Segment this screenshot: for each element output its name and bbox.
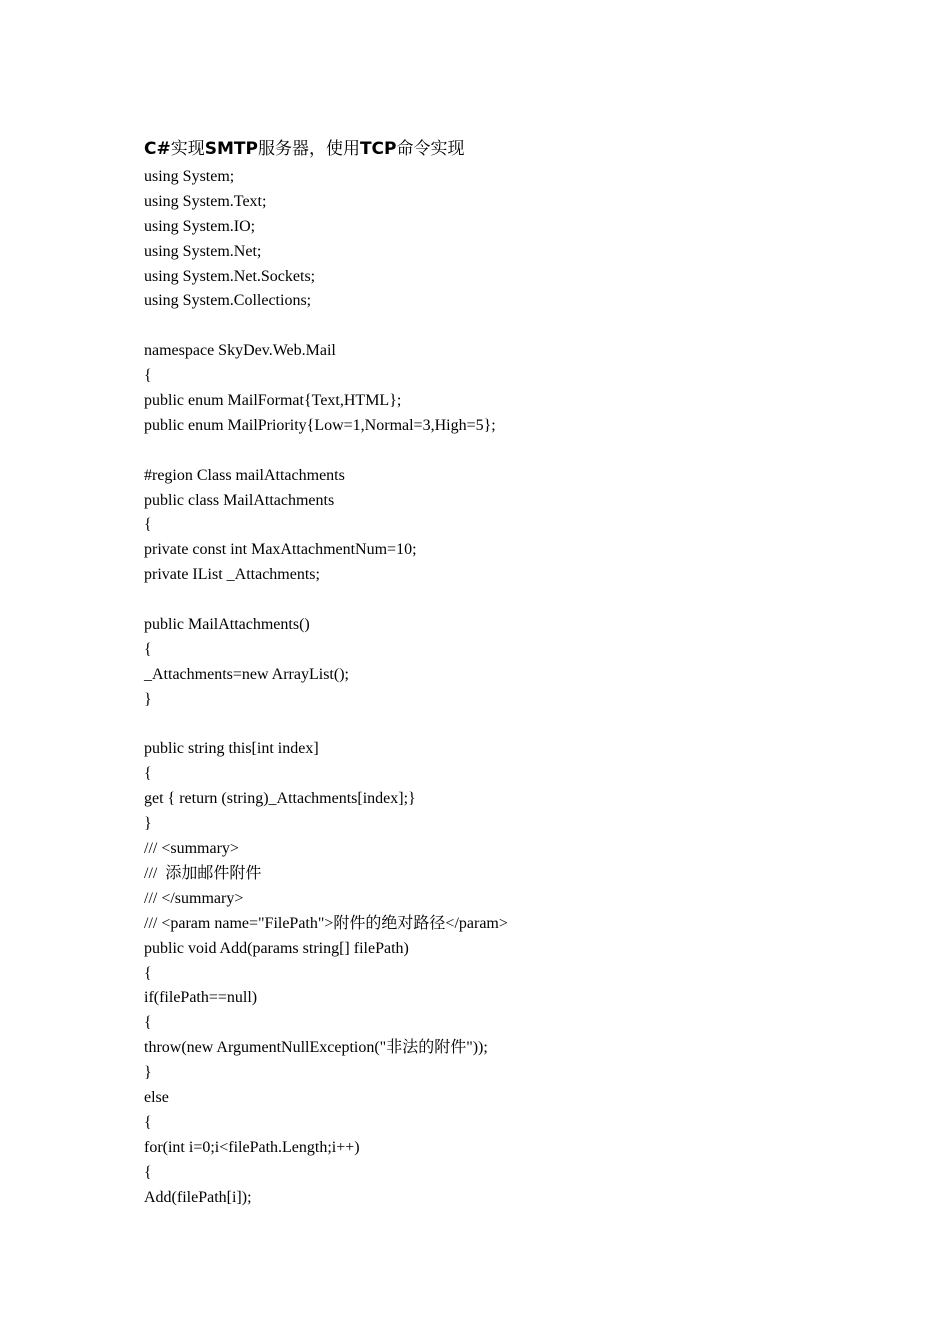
code-line: { bbox=[144, 964, 152, 982]
title-part: SMTP bbox=[204, 139, 258, 159]
code-line: { bbox=[144, 367, 152, 385]
code-line bbox=[144, 439, 904, 464]
code-line: { bbox=[144, 1014, 152, 1032]
code-line: public enum MailPriority{Low=1,Normal=3,High=5}; bbox=[144, 416, 496, 434]
code-line: public enum MailFormat{Text,HTML}; bbox=[144, 392, 402, 410]
code-line: public string this[int index] bbox=[144, 740, 319, 758]
code-line: using System.Net.Sockets; bbox=[144, 267, 316, 285]
code-line: using System.Collections; bbox=[144, 292, 312, 310]
code-line: } bbox=[144, 1064, 152, 1082]
code-line: public void Add(params string[] filePath) bbox=[144, 939, 409, 957]
code-line: /// 添加邮件附件 bbox=[144, 864, 262, 882]
code-line: if(filePath==null) bbox=[144, 989, 258, 1007]
code-line: public class MailAttachments bbox=[144, 491, 335, 509]
code-line: else bbox=[144, 1088, 169, 1106]
code-line: { bbox=[144, 640, 152, 658]
code-line: using System.Text; bbox=[144, 192, 267, 210]
code-line: _Attachments=new ArrayList(); bbox=[144, 665, 349, 683]
document-title bbox=[144, 136, 904, 163]
code-line: for(int i=0;i<filePath.Length;i++) bbox=[144, 1138, 360, 1156]
title-part: 实现 bbox=[170, 139, 205, 159]
code-line: using System; bbox=[144, 168, 235, 185]
title-part: C# bbox=[144, 139, 171, 159]
title-part: 命令实现 bbox=[396, 139, 465, 159]
code-line: using System.Net; bbox=[144, 242, 262, 260]
code-block bbox=[144, 165, 904, 1210]
code-line: { bbox=[144, 516, 152, 534]
code-line: using System.IO; bbox=[144, 217, 256, 235]
code-line: } bbox=[144, 690, 152, 708]
document-page bbox=[144, 136, 904, 1210]
code-line: get { return (string)_Attachments[index];} bbox=[144, 790, 416, 808]
code-line bbox=[144, 713, 904, 738]
code-line: throw(new ArgumentNullException("非法的附件")); bbox=[144, 1039, 488, 1057]
code-line: /// </summary> bbox=[144, 889, 244, 907]
code-line: /// <param name="FilePath">附件的绝对路径</param> bbox=[144, 914, 508, 932]
code-line: namespace SkyDev.Web.Mail bbox=[144, 342, 336, 360]
code-line bbox=[144, 314, 904, 339]
code-line: private const int MaxAttachmentNum=10; bbox=[144, 541, 417, 559]
code-line: Add(filePath[i]); bbox=[144, 1188, 252, 1206]
title-part: TCP bbox=[359, 139, 397, 159]
code-line: { bbox=[144, 765, 152, 783]
code-line: #region Class mailAttachments bbox=[144, 466, 345, 484]
code-line: public MailAttachments() bbox=[144, 616, 310, 634]
code-line: private IList _Attachments; bbox=[144, 566, 320, 584]
code-line: } bbox=[144, 815, 152, 833]
code-line bbox=[144, 588, 904, 613]
title-part: 服务器，使用 bbox=[257, 139, 360, 159]
code-line: { bbox=[144, 1163, 152, 1181]
code-line: { bbox=[144, 1113, 152, 1131]
code-line: /// <summary> bbox=[144, 840, 239, 858]
